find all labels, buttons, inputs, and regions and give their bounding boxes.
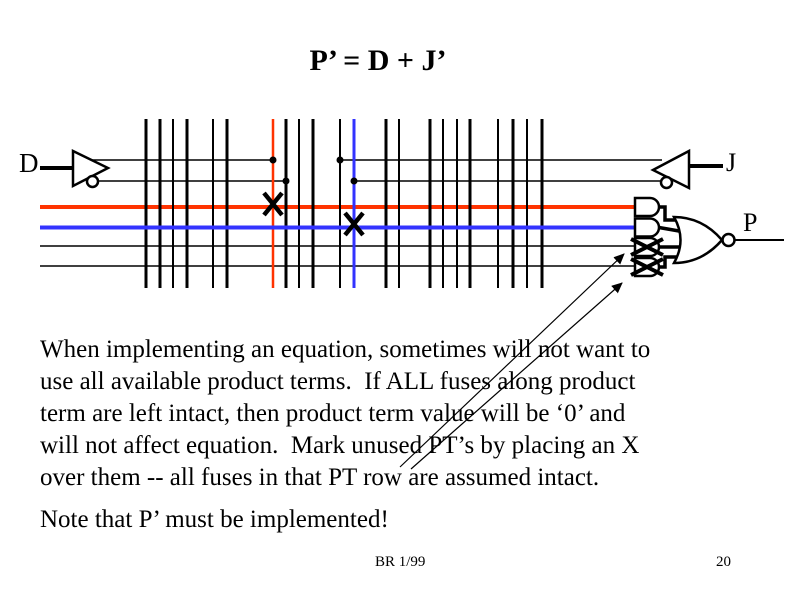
note-line: Note that P’ must be implemented! [40,506,389,533]
slide-title: P’ = D + J’ [309,44,447,77]
body-line: will not affect equation. Mark unused PT’s by placing an X [40,432,640,459]
fuse-columns [146,119,542,288]
label-input-j: J [726,148,737,177]
d-invert-bubble [87,176,98,187]
dot-j-true [337,157,344,164]
body-line: term are left intact, then product term value will be ‘0’ and [40,400,626,427]
label-output-p: P [743,208,758,237]
dot-d-true [270,157,277,164]
dot-j-comp [351,178,358,185]
body-line: When implementing an equation, sometimes will not want to [40,336,651,363]
product-term-rows [40,160,662,266]
d-input-buffer [40,151,108,187]
body-line: over them -- all fuses in that PT row are assumed intact. [40,464,600,491]
j-invert-bubble [661,177,672,188]
and-gate-1 [635,198,659,216]
output-bubble [723,234,735,246]
label-input-d: D [19,148,39,178]
body-paragraph [40,334,650,494]
footer-page-number: 20 [716,554,731,570]
or-gate [674,217,735,263]
j-input-buffer [653,151,723,188]
body-line: use all available product terms. If ALL fuses along product [40,368,636,395]
and-gate-2 [635,219,659,237]
footer-credit: BR 1/99 [375,554,426,570]
dot-d-comp [283,178,290,185]
